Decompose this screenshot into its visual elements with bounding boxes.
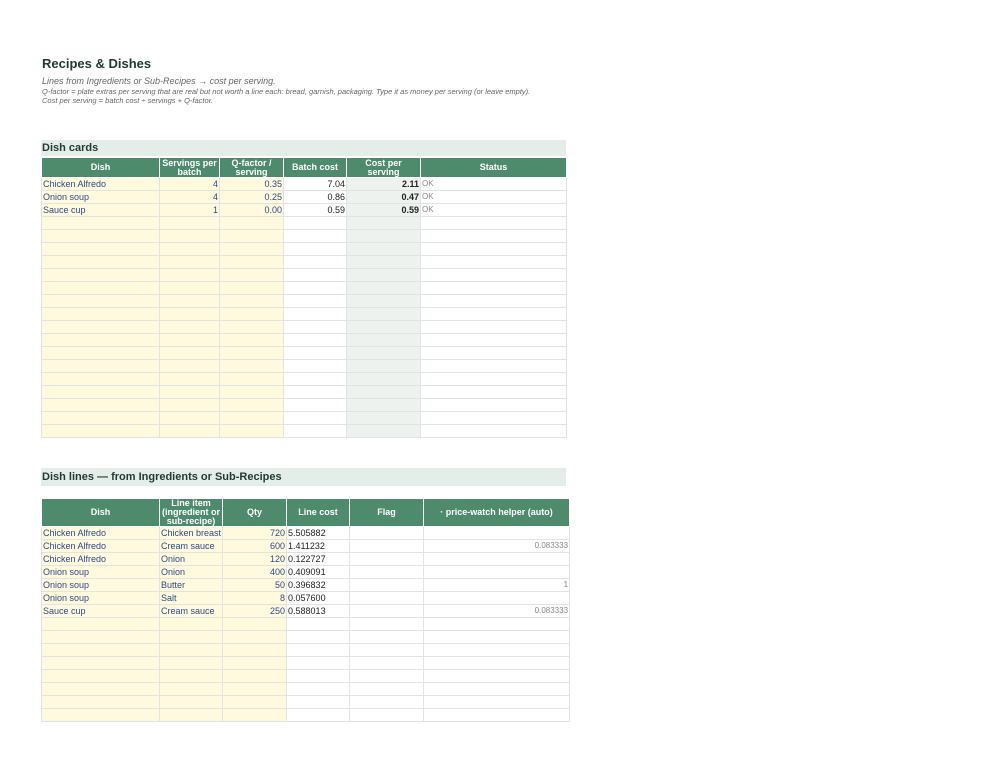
dish-line-row	[42, 683, 570, 696]
cost-per-serving-cell[interactable]	[347, 399, 421, 412]
cost-per-serving-cell[interactable]	[347, 217, 421, 230]
qfactor-cell[interactable]	[220, 217, 284, 230]
status-cell[interactable]	[421, 217, 567, 230]
dish-line-row	[42, 657, 570, 670]
batch-cost-cell[interactable]	[284, 386, 347, 399]
dish-cell[interactable]	[42, 308, 160, 321]
header-cost-per-serving[interactable]: Cost per serving	[347, 158, 421, 178]
qfactor-cell[interactable]	[220, 308, 284, 321]
qfactor-cell[interactable]	[220, 230, 284, 243]
dish-line-row	[42, 644, 570, 657]
qfactor-cell[interactable]	[220, 243, 284, 256]
line-item-cell[interactable]: Butter	[160, 579, 223, 592]
dish-cell[interactable]	[42, 696, 160, 709]
dish-cell[interactable]: Onion soup	[42, 592, 160, 605]
line-item-cell[interactable]: Cream sauce	[160, 605, 223, 618]
dish-cell[interactable]	[42, 243, 160, 256]
servings-cell[interactable]	[160, 243, 220, 256]
cost-per-serving-cell[interactable]	[347, 412, 421, 425]
servings-cell[interactable]: 1	[160, 204, 220, 217]
cost-per-serving-cell[interactable]	[347, 347, 421, 360]
qfactor-cell[interactable]	[220, 412, 284, 425]
qfactor-note: Q-factor = plate extras per serving that are real but not worth a line each: bread, garnish, packaging. Type it as money per serving (or leave empty).	[42, 87, 531, 96]
dish-cell[interactable]: Chicken Alfredo	[42, 178, 160, 191]
qty-cell[interactable]: 600	[223, 540, 287, 553]
batch-cost-cell[interactable]: 0.86	[284, 191, 347, 204]
header-line-item[interactable]: Line item (ingredient or sub-recipe)	[160, 499, 223, 527]
line-item-cell[interactable]: Onion	[160, 553, 223, 566]
dish-line-row	[42, 618, 570, 631]
dish-line-row	[42, 540, 570, 553]
batch-cost-cell[interactable]	[284, 230, 347, 243]
dish-card-row	[42, 386, 567, 399]
servings-cell[interactable]	[160, 360, 220, 373]
batch-cost-cell[interactable]	[284, 412, 347, 425]
dish-card-row	[42, 204, 567, 217]
dish-card-row	[42, 282, 567, 295]
batch-cost-cell[interactable]	[284, 360, 347, 373]
dish-cell[interactable]	[42, 217, 160, 230]
dish-cell[interactable]	[42, 618, 160, 631]
dish-card-row	[42, 334, 567, 347]
price-watch-helper-cell[interactable]	[424, 553, 570, 566]
status-cell[interactable]	[421, 256, 567, 269]
qty-cell[interactable]	[223, 696, 287, 709]
dish-cell[interactable]	[42, 683, 160, 696]
qfactor-cell[interactable]	[220, 425, 284, 438]
price-watch-helper-cell[interactable]	[424, 683, 570, 696]
dish-card-row	[42, 373, 567, 386]
dish-line-row	[42, 592, 570, 605]
cost-per-serving-cell[interactable]	[347, 243, 421, 256]
qty-cell[interactable]	[223, 644, 287, 657]
cost-per-serving-cell[interactable]: 0.47	[347, 191, 421, 204]
dish-cell[interactable]	[42, 399, 160, 412]
line-item-cell[interactable]: Cream sauce	[160, 540, 223, 553]
header-dish[interactable]: Dish	[42, 158, 160, 178]
qfactor-cell[interactable]	[220, 373, 284, 386]
dish-cell[interactable]	[42, 386, 160, 399]
header-batch-cost[interactable]: Batch cost	[284, 158, 347, 178]
header-qfactor[interactable]: Q-factor / serving	[220, 158, 284, 178]
cost-per-serving-cell[interactable]	[347, 295, 421, 308]
qty-cell[interactable]: 8	[223, 592, 287, 605]
dish-cell[interactable]	[42, 334, 160, 347]
status-cell[interactable]	[421, 360, 567, 373]
dish-cards-section-title: Dish cards	[41, 140, 566, 156]
dish-card-row	[42, 399, 567, 412]
flag-cell[interactable]	[350, 605, 424, 618]
servings-cell[interactable]	[160, 321, 220, 334]
flag-cell[interactable]	[350, 696, 424, 709]
dish-cell[interactable]	[42, 256, 160, 269]
flag-cell[interactable]	[350, 566, 424, 579]
line-cost-cell[interactable]	[287, 696, 350, 709]
line-cost-cell[interactable]	[287, 644, 350, 657]
dish-line-row	[42, 631, 570, 644]
dish-card-row	[42, 256, 567, 269]
cost-per-serving-cell[interactable]	[347, 334, 421, 347]
servings-cell[interactable]	[160, 217, 220, 230]
cost-per-serving-cell[interactable]: 0.59	[347, 204, 421, 217]
dish-line-row	[42, 709, 570, 722]
qfactor-cell[interactable]	[220, 386, 284, 399]
line-cost-cell[interactable]: 0.057600	[287, 592, 350, 605]
line-cost-cell[interactable]: 0.396832	[287, 579, 350, 592]
dish-cell[interactable]	[42, 670, 160, 683]
line-cost-cell[interactable]	[287, 683, 350, 696]
price-watch-helper-cell[interactable]	[424, 566, 570, 579]
dish-cell[interactable]	[42, 412, 160, 425]
header-line-cost[interactable]: Line cost	[287, 499, 350, 527]
dish-line-row	[42, 605, 570, 618]
servings-cell[interactable]	[160, 295, 220, 308]
flag-cell[interactable]	[350, 657, 424, 670]
qty-cell[interactable]: 720	[223, 527, 287, 540]
flag-cell[interactable]	[350, 644, 424, 657]
dish-card-row	[42, 360, 567, 373]
line-cost-cell[interactable]: 0.588013	[287, 605, 350, 618]
line-cost-cell[interactable]	[287, 657, 350, 670]
line-cost-cell[interactable]: 0.409091	[287, 566, 350, 579]
cost-formula-note: Cost per serving = batch cost ÷ servings + Q-factor.	[42, 96, 213, 105]
qfactor-cell[interactable]	[220, 334, 284, 347]
servings-cell[interactable]	[160, 412, 220, 425]
dish-line-row	[42, 566, 570, 579]
qty-cell[interactable]	[223, 618, 287, 631]
cost-per-serving-cell[interactable]	[347, 256, 421, 269]
flag-cell[interactable]	[350, 592, 424, 605]
dish-card-row	[42, 178, 567, 191]
servings-cell[interactable]	[160, 256, 220, 269]
cost-per-serving-cell[interactable]: 2.11	[347, 178, 421, 191]
flag-cell[interactable]	[350, 709, 424, 722]
price-watch-helper-cell[interactable]	[424, 709, 570, 722]
servings-cell[interactable]	[160, 334, 220, 347]
dish-cell[interactable]	[42, 709, 160, 722]
status-cell[interactable]	[421, 373, 567, 386]
dish-card-row	[42, 217, 567, 230]
dish-cell[interactable]: Chicken Alfredo	[42, 540, 160, 553]
dish-card-row	[42, 412, 567, 425]
header-dish[interactable]: Dish	[42, 499, 160, 527]
qty-cell[interactable]	[223, 683, 287, 696]
header-qty[interactable]: Qty	[223, 499, 287, 527]
flag-cell[interactable]	[350, 553, 424, 566]
cost-per-serving-cell[interactable]	[347, 386, 421, 399]
batch-cost-cell[interactable]	[284, 308, 347, 321]
servings-cell[interactable]: 4	[160, 191, 220, 204]
cost-per-serving-cell[interactable]	[347, 308, 421, 321]
dish-card-row	[42, 347, 567, 360]
cost-per-serving-cell[interactable]	[347, 321, 421, 334]
servings-cell[interactable]: 4	[160, 178, 220, 191]
status-cell[interactable]	[421, 425, 567, 438]
qfactor-cell[interactable]: 0.25	[220, 191, 284, 204]
dish-cell[interactable]	[42, 269, 160, 282]
line-item-cell[interactable]: Salt	[160, 592, 223, 605]
dish-line-row	[42, 670, 570, 683]
batch-cost-cell[interactable]	[284, 217, 347, 230]
servings-cell[interactable]	[160, 386, 220, 399]
dish-cell[interactable]: Chicken Alfredo	[42, 527, 160, 540]
line-cost-cell[interactable]: 5.505882	[287, 527, 350, 540]
dish-cell[interactable]	[42, 425, 160, 438]
dish-cell[interactable]	[42, 657, 160, 670]
dish-cell[interactable]	[42, 373, 160, 386]
batch-cost-cell[interactable]	[284, 243, 347, 256]
status-cell[interactable]: OK	[421, 204, 567, 217]
batch-cost-cell[interactable]: 7.04	[284, 178, 347, 191]
batch-cost-cell[interactable]	[284, 425, 347, 438]
flag-cell[interactable]	[350, 670, 424, 683]
qty-cell[interactable]: 120	[223, 553, 287, 566]
header-flag[interactable]: Flag	[350, 499, 424, 527]
servings-cell[interactable]	[160, 269, 220, 282]
qty-cell[interactable]: 250	[223, 605, 287, 618]
dish-cell[interactable]	[42, 295, 160, 308]
price-watch-helper-cell[interactable]	[424, 618, 570, 631]
qfactor-cell[interactable]	[220, 360, 284, 373]
qfactor-cell[interactable]	[220, 321, 284, 334]
cost-per-serving-cell[interactable]	[347, 230, 421, 243]
qfactor-cell[interactable]	[220, 295, 284, 308]
status-cell[interactable]: OK	[421, 191, 567, 204]
batch-cost-cell[interactable]	[284, 321, 347, 334]
cost-per-serving-cell[interactable]	[347, 269, 421, 282]
dish-card-row	[42, 295, 567, 308]
dish-cell[interactable]	[42, 230, 160, 243]
servings-cell[interactable]	[160, 347, 220, 360]
cost-per-serving-cell[interactable]	[347, 360, 421, 373]
line-item-cell[interactable]	[160, 631, 223, 644]
dish-card-row	[42, 425, 567, 438]
batch-cost-cell[interactable]: 0.59	[284, 204, 347, 217]
dish-card-row	[42, 230, 567, 243]
servings-cell[interactable]	[160, 308, 220, 321]
dish-cards-table	[41, 157, 567, 438]
dish-cell[interactable]	[42, 282, 160, 295]
dish-lines-section-title: Dish lines — from Ingredients or Sub-Recipes	[41, 468, 566, 486]
dish-cell[interactable]: Onion soup	[42, 579, 160, 592]
line-item-cell[interactable]	[160, 618, 223, 631]
price-watch-helper-cell[interactable]	[424, 592, 570, 605]
flag-cell[interactable]	[350, 527, 424, 540]
qfactor-cell[interactable]	[220, 269, 284, 282]
qfactor-cell[interactable]	[220, 256, 284, 269]
dish-card-row	[42, 308, 567, 321]
price-watch-helper-cell[interactable]	[424, 527, 570, 540]
qty-cell[interactable]: 400	[223, 566, 287, 579]
page-subtitle: Lines from Ingredients or Sub-Recipes → cost per serving.	[42, 76, 276, 86]
status-cell[interactable]	[421, 386, 567, 399]
dish-cell[interactable]: Sauce cup	[42, 204, 160, 217]
qty-cell[interactable]	[223, 670, 287, 683]
status-cell[interactable]: OK	[421, 178, 567, 191]
qty-cell[interactable]	[223, 709, 287, 722]
qty-cell[interactable]	[223, 631, 287, 644]
status-cell[interactable]	[421, 243, 567, 256]
flag-cell[interactable]	[350, 631, 424, 644]
dish-line-row	[42, 579, 570, 592]
status-cell[interactable]	[421, 321, 567, 334]
line-cost-cell[interactable]	[287, 670, 350, 683]
qfactor-cell[interactable]	[220, 282, 284, 295]
batch-cost-cell[interactable]	[284, 334, 347, 347]
line-cost-cell[interactable]	[287, 709, 350, 722]
dish-lines-table	[41, 498, 570, 722]
status-cell[interactable]	[421, 334, 567, 347]
servings-cell[interactable]	[160, 230, 220, 243]
dish-cell[interactable]: Sauce cup	[42, 605, 160, 618]
dish-cell[interactable]	[42, 631, 160, 644]
cost-per-serving-cell[interactable]	[347, 425, 421, 438]
status-cell[interactable]	[421, 412, 567, 425]
line-cost-cell[interactable]: 0.122727	[287, 553, 350, 566]
qty-cell[interactable]	[223, 657, 287, 670]
cost-per-serving-cell[interactable]	[347, 373, 421, 386]
price-watch-helper-cell[interactable]: 0.083333	[424, 540, 570, 553]
dish-line-row	[42, 527, 570, 540]
qfactor-cell[interactable]: 0.00	[220, 204, 284, 217]
dish-line-row	[42, 553, 570, 566]
price-watch-helper-cell[interactable]	[424, 644, 570, 657]
dish-card-row	[42, 321, 567, 334]
dish-line-row	[42, 696, 570, 709]
qfactor-cell[interactable]	[220, 399, 284, 412]
dish-card-row	[42, 269, 567, 282]
batch-cost-cell[interactable]	[284, 269, 347, 282]
line-item-cell[interactable]	[160, 670, 223, 683]
price-watch-helper-cell[interactable]	[424, 631, 570, 644]
dish-cell[interactable]: Chicken Alfredo	[42, 553, 160, 566]
status-cell[interactable]	[421, 295, 567, 308]
line-item-cell[interactable]	[160, 683, 223, 696]
dish-cell[interactable]	[42, 644, 160, 657]
header-status[interactable]: Status	[421, 158, 567, 178]
dish-cell[interactable]	[42, 347, 160, 360]
line-item-cell[interactable]	[160, 709, 223, 722]
batch-cost-cell[interactable]	[284, 282, 347, 295]
status-cell[interactable]	[421, 399, 567, 412]
batch-cost-cell[interactable]	[284, 295, 347, 308]
batch-cost-cell[interactable]	[284, 399, 347, 412]
header-servings-per-batch[interactable]: Servings per batch	[160, 158, 220, 178]
price-watch-helper-cell[interactable]	[424, 657, 570, 670]
status-cell[interactable]	[421, 347, 567, 360]
dish-cell[interactable]	[42, 360, 160, 373]
status-cell[interactable]	[421, 269, 567, 282]
line-cost-cell[interactable]: 1.411232	[287, 540, 350, 553]
servings-cell[interactable]	[160, 425, 220, 438]
line-item-cell[interactable]	[160, 657, 223, 670]
line-item-cell[interactable]: Onion	[160, 566, 223, 579]
qfactor-cell[interactable]: 0.35	[220, 178, 284, 191]
dish-card-row	[42, 191, 567, 204]
servings-cell[interactable]	[160, 373, 220, 386]
batch-cost-cell[interactable]	[284, 347, 347, 360]
status-cell[interactable]	[421, 230, 567, 243]
dish-cell[interactable]	[42, 321, 160, 334]
servings-cell[interactable]	[160, 399, 220, 412]
flag-cell[interactable]	[350, 579, 424, 592]
flag-cell[interactable]	[350, 618, 424, 631]
dish-cell[interactable]: Onion soup	[42, 191, 160, 204]
flag-cell[interactable]	[350, 540, 424, 553]
line-item-cell[interactable]: Chicken breast	[161, 528, 222, 538]
dish-card-row	[42, 243, 567, 256]
qfactor-cell[interactable]	[220, 347, 284, 360]
qty-cell[interactable]: 50	[223, 579, 287, 592]
dish-cell[interactable]: Onion soup	[42, 566, 160, 579]
batch-cost-cell[interactable]	[284, 256, 347, 269]
price-watch-helper-cell[interactable]: 0.083333	[424, 605, 570, 618]
status-cell[interactable]	[421, 308, 567, 321]
status-cell[interactable]	[421, 282, 567, 295]
price-watch-helper-cell[interactable]: 1	[424, 579, 570, 592]
flag-cell[interactable]	[350, 683, 424, 696]
cost-per-serving-cell[interactable]	[347, 282, 421, 295]
price-watch-helper-cell[interactable]	[424, 670, 570, 683]
line-cost-cell[interactable]	[287, 631, 350, 644]
header-price-watch-helper[interactable]: · price-watch helper (auto)	[424, 499, 570, 527]
price-watch-helper-cell[interactable]	[424, 696, 570, 709]
line-item-cell[interactable]	[160, 696, 223, 709]
line-cost-cell[interactable]	[287, 618, 350, 631]
page-title: Recipes & Dishes	[42, 56, 152, 71]
line-item-cell[interactable]	[160, 644, 223, 657]
batch-cost-cell[interactable]	[284, 373, 347, 386]
servings-cell[interactable]	[160, 282, 220, 295]
